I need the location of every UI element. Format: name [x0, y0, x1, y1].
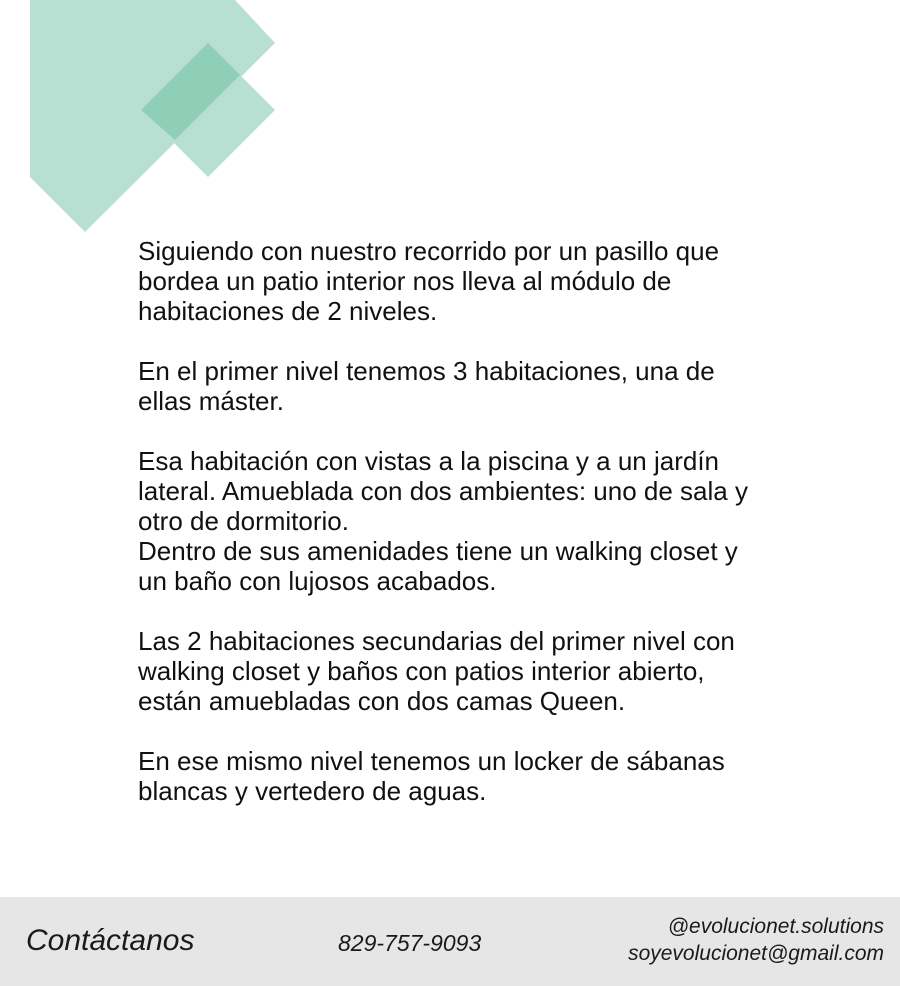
- text-line: En ese mismo nivel tenemos un locker de sábanas: [138, 746, 725, 776]
- text-line: Siguiendo con nuestro recorrido por un pasillo que: [138, 236, 720, 266]
- paragraph-linen-locker: [138, 746, 858, 806]
- contact-label: Contáctanos: [26, 924, 195, 957]
- text-line: un baño con lujosos acabados.: [138, 566, 497, 596]
- text-line: blancas y vertedero de aguas.: [138, 776, 487, 806]
- contact-footer: [0, 897, 900, 986]
- text-line: Esa habitación con vistas a la piscina y a un jardín: [138, 446, 720, 476]
- text-line: habitaciones de 2 niveles.: [138, 296, 438, 326]
- paragraph-amenities: [138, 536, 858, 596]
- contact-handles: [628, 913, 884, 967]
- text-line: lateral. Amueblada con dos ambientes: uno de sala y: [138, 476, 748, 506]
- text-line: walking closet y baños con patios interior abierto,: [138, 656, 705, 686]
- email-address[interactable]: soyevolucionet@gmail.com: [628, 942, 884, 965]
- body-text: [138, 236, 858, 806]
- paragraph-master-room: [138, 446, 858, 536]
- paragraph-corridor: [138, 236, 858, 326]
- decorative-diamonds: [0, 0, 300, 240]
- text-line: están amuebladas con dos camas Queen.: [138, 686, 626, 716]
- paragraph-secondary-rooms: [138, 626, 858, 716]
- text-line: En el primer nivel tenemos 3 habitaciones, una de: [138, 356, 715, 386]
- text-line: ellas máster.: [138, 386, 284, 416]
- text-line: Las 2 habitaciones secundarias del primer nivel con: [138, 626, 735, 656]
- social-handle[interactable]: @evolucionet.solutions: [667, 915, 884, 938]
- paragraph-first-level: [138, 356, 858, 416]
- text-line: Dentro de sus amenidades tiene un walking closet y: [138, 536, 738, 566]
- text-line: bordea un patio interior nos lleva al módulo de: [138, 266, 672, 296]
- text-line: otro de dormitorio.: [138, 506, 349, 536]
- phone-number[interactable]: 829-757-9093: [338, 930, 482, 956]
